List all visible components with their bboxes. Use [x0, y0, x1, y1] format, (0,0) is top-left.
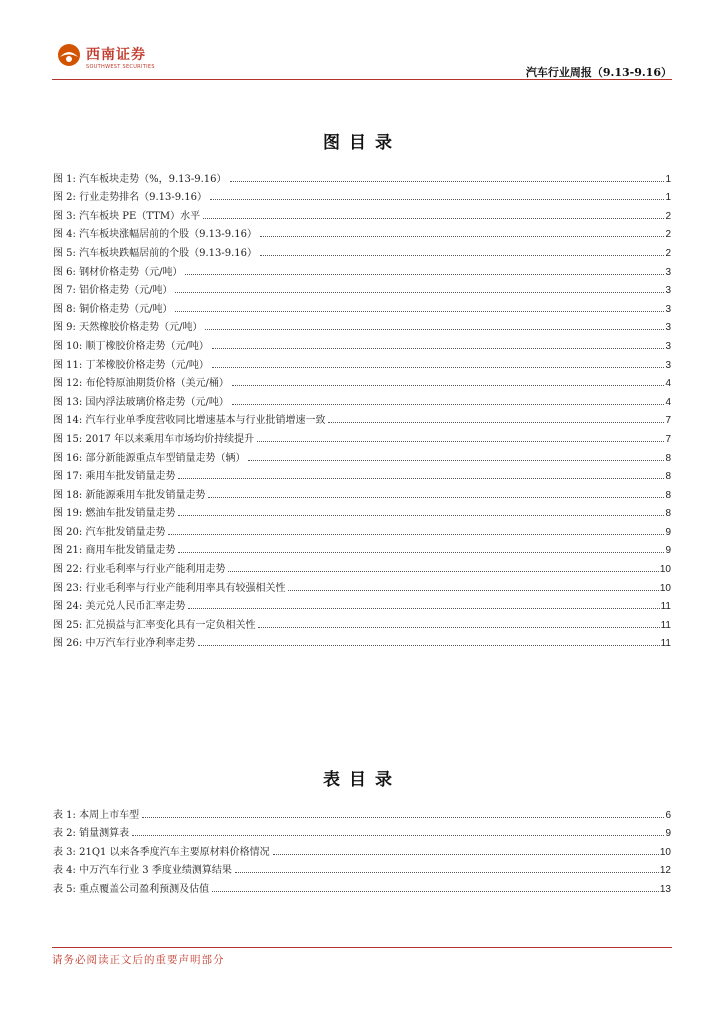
toc-entry[interactable]	[53, 876, 671, 895]
toc-entry-title	[53, 281, 172, 296]
toc-entry[interactable]	[53, 222, 671, 241]
toc-entry-page: 1	[665, 173, 671, 185]
toc-entry-number: 图 7:	[53, 285, 76, 297]
toc-leader-dots	[203, 217, 664, 219]
toc-entry-page: 9	[665, 545, 671, 557]
toc-entry-title	[53, 411, 325, 426]
toc-entry-page: 8	[665, 489, 671, 501]
toc-entry-title	[53, 579, 285, 594]
toc-leader-dots	[288, 589, 658, 591]
toc-entry-title	[53, 356, 209, 371]
toc-entry-title	[53, 318, 202, 333]
toc-entry-number: 图 23:	[53, 582, 83, 594]
toc-entry-title	[53, 616, 255, 631]
toc-entry-text: 部分新能源重点车型销量走势（辆）	[85, 452, 246, 464]
toc-entry[interactable]	[53, 482, 671, 501]
toc-entry-text: 铜价格走势（元/吨）	[79, 303, 173, 315]
toc-leader-dots	[273, 853, 659, 855]
toc-leader-dots	[208, 496, 664, 498]
toc-entry-text: 汇兑损益与汇率变化具有一定负相关性	[85, 619, 256, 631]
toc-entry-page: 2	[665, 229, 671, 241]
toc-entry-page: 13	[659, 883, 671, 895]
toc-entry[interactable]	[53, 839, 671, 858]
toc-entry[interactable]	[53, 594, 671, 613]
toc-entry-title	[53, 207, 200, 222]
toc-entry-title	[53, 880, 209, 895]
toc-leader-dots	[142, 816, 664, 818]
toc-leader-dots	[168, 533, 664, 535]
toc-entry[interactable]	[53, 556, 671, 575]
toc-entry-title	[53, 449, 245, 464]
toc-entry-text: 销量测算表	[79, 828, 130, 840]
toc-entry-number: 图 25:	[53, 619, 83, 631]
toc-entry-title	[53, 541, 175, 556]
toc-leader-dots	[212, 347, 665, 349]
toc-entry[interactable]	[53, 519, 671, 538]
toc-entry[interactable]	[53, 501, 671, 520]
toc-entry-page: 8	[665, 508, 671, 520]
toc-entry-number: 图 2:	[53, 192, 76, 204]
toc-leader-dots	[230, 180, 665, 182]
toc-entry[interactable]	[53, 538, 671, 557]
toc-entry-page: 8	[665, 452, 671, 464]
toc-entry-title	[53, 634, 195, 649]
toc-entry-text: 丁苯橡胶价格走势（元/吨）	[85, 359, 209, 371]
toc-leader-dots	[212, 890, 659, 892]
toc-entry-text: 乘用车批发销量走势	[85, 471, 176, 483]
toc-entry-page: 1	[665, 192, 671, 204]
toc-leader-dots	[212, 366, 665, 368]
toc-entry-title	[53, 263, 182, 278]
toc-entry[interactable]	[53, 426, 671, 445]
toc-entry-number: 图 13:	[53, 396, 83, 408]
company-logo-icon	[57, 43, 81, 67]
toc-entry[interactable]	[53, 408, 671, 427]
toc-entry[interactable]	[53, 278, 671, 297]
toc-entry-text: 本周上市车型	[79, 809, 140, 821]
toc-entry-number: 表 5:	[53, 883, 76, 895]
toc-entry[interactable]	[53, 315, 671, 334]
table-toc-title: 表目录	[323, 770, 401, 790]
toc-entry-title	[53, 861, 232, 876]
toc-entry-number: 图 18:	[53, 489, 83, 501]
logo-subtitle: SOUTHWEST SECURITIES	[86, 64, 155, 70]
toc-entry-page: 8	[665, 471, 671, 483]
toc-entry-text: 布伦特原油期货价格（美元/桶）	[85, 378, 229, 390]
toc-leader-dots	[258, 626, 659, 628]
toc-leader-dots	[228, 570, 658, 572]
toc-entry-page: 3	[665, 285, 671, 297]
toc-leader-dots	[210, 198, 664, 200]
toc-entry-text: 中万汽车行业 3 季度业绩测算结果	[79, 865, 232, 877]
toc-entry-text: 商用车批发销量走势	[85, 545, 176, 557]
toc-entry-title	[53, 188, 207, 203]
toc-entry-page: 11	[660, 619, 671, 631]
toc-entry-page: 10	[659, 846, 671, 858]
toc-entry-page: 7	[665, 415, 671, 427]
toc-entry-title	[53, 374, 229, 389]
toc-entry-number: 图 17:	[53, 471, 83, 483]
toc-entry-number: 图 6:	[53, 266, 76, 278]
toc-entry-page: 7	[665, 433, 671, 445]
toc-entry-number: 表 3:	[53, 846, 76, 858]
toc-entry-number: 图 9:	[53, 322, 76, 334]
toc-entry-number: 图 16:	[53, 452, 83, 464]
toc-leader-dots	[178, 477, 664, 479]
toc-entry-number: 表 1:	[53, 809, 76, 821]
toc-entry-number: 图 19:	[53, 508, 83, 520]
toc-entry-title	[53, 170, 227, 185]
toc-entry[interactable]	[53, 631, 671, 650]
toc-entry-text: 汽车行业单季度营收同比增速基本与行业批销增速一致	[85, 415, 326, 427]
toc-entry-number: 图 3:	[53, 210, 76, 222]
toc-leader-dots	[185, 273, 664, 275]
toc-leader-dots	[232, 403, 665, 405]
toc-entry-page: 9	[665, 526, 671, 538]
toc-entry[interactable]	[53, 575, 671, 594]
toc-entry-title	[53, 597, 185, 612]
toc-entry-page: 6	[665, 809, 671, 821]
toc-entry-text: 汽车板块 PE（TTM）水平	[79, 210, 201, 222]
toc-leader-dots	[132, 834, 664, 836]
toc-entry[interactable]	[53, 166, 671, 185]
toc-entry-title	[53, 225, 257, 240]
toc-leader-dots	[257, 440, 664, 442]
page-header	[52, 40, 672, 82]
toc-entry-page: 3	[665, 340, 671, 352]
toc-entry-number: 表 4:	[53, 865, 76, 877]
toc-entry-page: 3	[665, 359, 671, 371]
toc-leader-dots	[178, 514, 664, 516]
toc-entry-title	[53, 337, 209, 352]
report-title: 汽车行业周报（9.13-9.16）	[525, 66, 672, 79]
toc-entry-page: 10	[659, 582, 671, 594]
toc-leader-dots	[198, 644, 659, 646]
toc-leader-dots	[175, 310, 664, 312]
toc-entry-title	[53, 806, 139, 821]
toc-entry-number: 图 14:	[53, 415, 83, 427]
figure-toc-title: 图目录	[323, 133, 401, 153]
header-divider	[52, 79, 672, 80]
toc-entry-text: 行业毛利率与行业产能利用走势	[85, 564, 226, 576]
toc-entry-page: 2	[665, 247, 671, 259]
toc-entry-text: 汽车板块走势（%，9.13-9.16）	[79, 173, 227, 185]
toc-leader-dots	[178, 551, 664, 553]
toc-entry-number: 表 2:	[53, 828, 76, 840]
toc-entry-number: 图 12:	[53, 378, 83, 390]
toc-entry-number: 图 10:	[53, 340, 83, 352]
toc-entry-text: 汽车批发销量走势	[85, 526, 166, 538]
toc-entry[interactable]	[53, 858, 671, 877]
toc-entry-text: 重点覆盖公司盈利预测及估值	[79, 883, 210, 895]
toc-entry-title	[53, 523, 165, 538]
toc-entry[interactable]	[53, 240, 671, 259]
toc-entry-page: 10	[659, 564, 671, 576]
toc-entry-text: 顺丁橡胶价格走势（元/吨）	[85, 340, 209, 352]
toc-entry-text: 国内浮法玻璃价格走势（元/吨）	[85, 396, 229, 408]
toc-leader-dots	[260, 235, 664, 237]
toc-entry-page: 3	[665, 303, 671, 315]
toc-entry-number: 图 15:	[53, 433, 83, 445]
toc-entry[interactable]	[53, 389, 671, 408]
toc-leader-dots	[235, 871, 659, 873]
toc-entry[interactable]	[53, 464, 671, 483]
toc-entry-page: 9	[665, 828, 671, 840]
toc-leader-dots	[248, 459, 664, 461]
toc-entry-page: 11	[660, 638, 671, 650]
toc-leader-dots	[205, 328, 664, 330]
toc-entry[interactable]	[53, 296, 671, 315]
toc-entry-text: 天然橡胶价格走势（元/吨）	[79, 322, 203, 334]
toc-entry-page: 12	[659, 865, 671, 877]
toc-entry-text: 汽车板块涨幅居前的个股（9.13-9.16）	[79, 229, 258, 241]
toc-entry[interactable]	[53, 612, 671, 631]
toc-entry-number: 图 24:	[53, 601, 83, 613]
toc-leader-dots	[260, 254, 664, 256]
footer-divider	[52, 947, 672, 948]
toc-entry-text: 中万汽车行业净利率走势	[85, 638, 196, 650]
toc-entry[interactable]	[53, 352, 671, 371]
toc-entry-title	[53, 430, 254, 445]
toc-entry-title	[53, 467, 175, 482]
toc-entry-page: 3	[665, 322, 671, 334]
toc-entry-text: 行业走势排名（9.13-9.16）	[79, 192, 208, 204]
toc-leader-dots	[232, 384, 665, 386]
toc-entry-number: 图 21:	[53, 545, 83, 557]
toc-entry-number: 图 1:	[53, 173, 76, 185]
toc-entry[interactable]	[53, 371, 671, 390]
toc-entry[interactable]	[53, 445, 671, 464]
toc-entry-text: 行业毛利率与行业产能利用率具有较强相关性	[85, 582, 286, 594]
toc-entry-title	[53, 824, 129, 839]
toc-entry-title	[53, 393, 229, 408]
toc-entry-text: 铝价格走势（元/吨）	[79, 285, 173, 297]
toc-entry-text: 新能源乘用车批发销量走势	[85, 489, 206, 501]
toc-entry[interactable]	[53, 203, 671, 222]
toc-entry-number: 图 22:	[53, 564, 83, 576]
figure-toc-list	[53, 166, 671, 649]
toc-entry-page: 3	[665, 266, 671, 278]
toc-entry-number: 图 8:	[53, 303, 76, 315]
toc-leader-dots	[188, 607, 659, 609]
footer-disclaimer: 请务必阅读正文后的重要声明部分	[52, 954, 225, 966]
toc-leader-dots	[328, 421, 664, 423]
toc-entry-text: 21Q1 以来各季度汽车主要原材料价格情况	[79, 846, 270, 858]
toc-entry-text: 汽车板块跌幅居前的个股（9.13-9.16）	[79, 247, 258, 259]
toc-entry-text: 美元兑人民币汇率走势	[85, 601, 186, 613]
toc-entry-text: 2017 年以来乘用车市场均价持续提升	[85, 433, 255, 445]
toc-entry-text: 燃油车批发销量走势	[85, 508, 176, 520]
toc-entry-title	[53, 244, 257, 259]
toc-entry-page: 11	[660, 601, 671, 613]
toc-entry-page: 4	[665, 396, 671, 408]
toc-entry[interactable]	[53, 259, 671, 278]
toc-leader-dots	[175, 291, 664, 293]
toc-entry[interactable]	[53, 185, 671, 204]
toc-entry[interactable]	[53, 333, 671, 352]
toc-entry-number: 图 26:	[53, 638, 83, 650]
toc-entry[interactable]	[53, 821, 671, 840]
toc-entry-text: 钢材价格走势（元/吨）	[79, 266, 183, 278]
toc-entry-title	[53, 504, 175, 519]
toc-entry-number: 图 4:	[53, 229, 76, 241]
toc-entry-title	[53, 486, 205, 501]
toc-entry[interactable]	[53, 802, 671, 821]
toc-entry-page: 2	[665, 210, 671, 222]
toc-entry-number: 图 11:	[53, 359, 83, 371]
toc-entry-title	[53, 843, 270, 858]
toc-entry-number: 图 5:	[53, 247, 76, 259]
toc-entry-page: 4	[665, 378, 671, 390]
table-toc-list	[53, 802, 671, 895]
toc-entry-title	[53, 300, 172, 315]
toc-entry-title	[53, 560, 225, 575]
logo-name: 西南证券	[86, 47, 146, 63]
toc-entry-number: 图 20:	[53, 526, 83, 538]
